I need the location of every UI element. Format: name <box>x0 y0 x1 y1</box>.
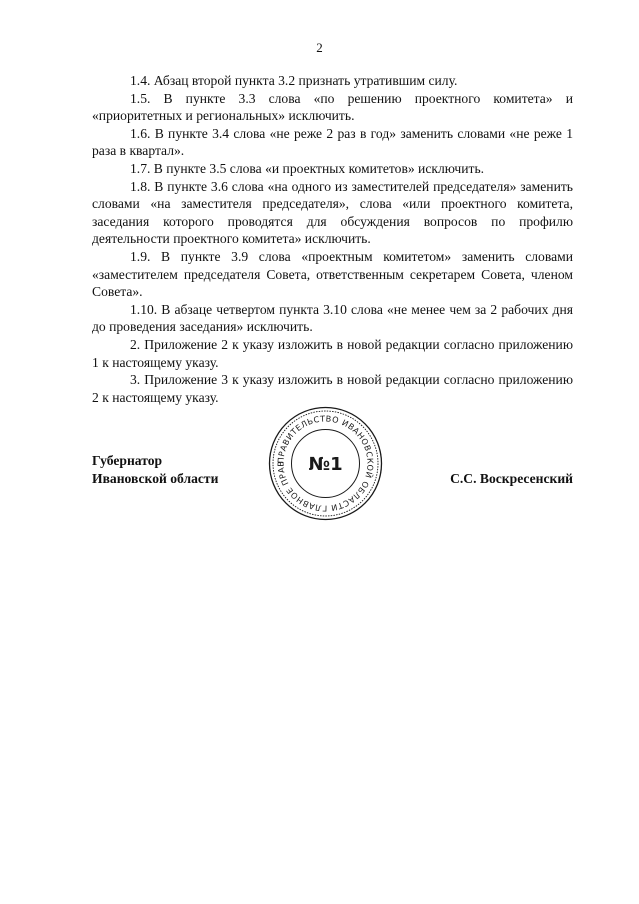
paragraph-1-5: 1.5. В пункте 3.3 слова «по решению проектного комитета» и «приоритетных и региональных» исключить. <box>92 90 573 124</box>
stamp-ring-text: ПРАВИТЕЛЬСТВО ИВАНОВСКОЙ ОБЛАСТИ ГЛАВНОЕ ПРАВ <box>275 413 376 514</box>
signatory-title: Губернатор <box>92 453 163 468</box>
paragraph-1-7: 1.7. В пункте 3.5 слова «и проектных комитетов» исключить. <box>130 160 485 176</box>
paragraph-1-4: 1.4. Абзац второй пункта 3.2 признать утратившим силу. <box>130 73 458 88</box>
stamp-seal-icon <box>267 405 384 522</box>
paragraph-1-9: 1.9. В пункте 3.9 слова «проектным комитетом» заменить словами «заместителем председателя Совета, ответственным секретарем Совета, членом Совета». <box>92 248 573 300</box>
paragraph-2: 2. Приложение 2 к указу изложить в новой редакции согласно приложению 1 к настоящему указу. <box>92 336 573 370</box>
document-body <box>92 72 573 406</box>
page-number: 2 <box>316 40 323 55</box>
paragraph-1-8: 1.8. В пункте 3.6 слова «на одного из заместителей председателя» заменить словами «на заместителя председателя», слова «или проектного комитета, заседания которого проводятся для обсуждения вопросов по профилю деятельности проектного комитета» исключить. <box>92 178 573 247</box>
stamp-center-text: №1 <box>308 454 343 475</box>
paragraph-1-10: 1.10. В абзаце четвертом пункта 3.10 слова «не менее чем за 2 рабочих дня до проведения заседания» исключить. <box>92 301 573 335</box>
paragraph-1-6: 1.6. В пункте 3.4 слова «не реже 2 раз в год» заменить словами «не реже 1 раза в квартал». <box>92 125 573 159</box>
signatory-position <box>92 452 218 487</box>
paragraph-3: 3. Приложение 3 к указу изложить в новой редакции согласно приложению 2 к настоящему указу. <box>92 372 573 405</box>
signatory-name: С.С. Воскресенский <box>450 471 573 486</box>
official-stamp <box>267 405 384 522</box>
signatory-region: Ивановской области <box>92 470 219 486</box>
